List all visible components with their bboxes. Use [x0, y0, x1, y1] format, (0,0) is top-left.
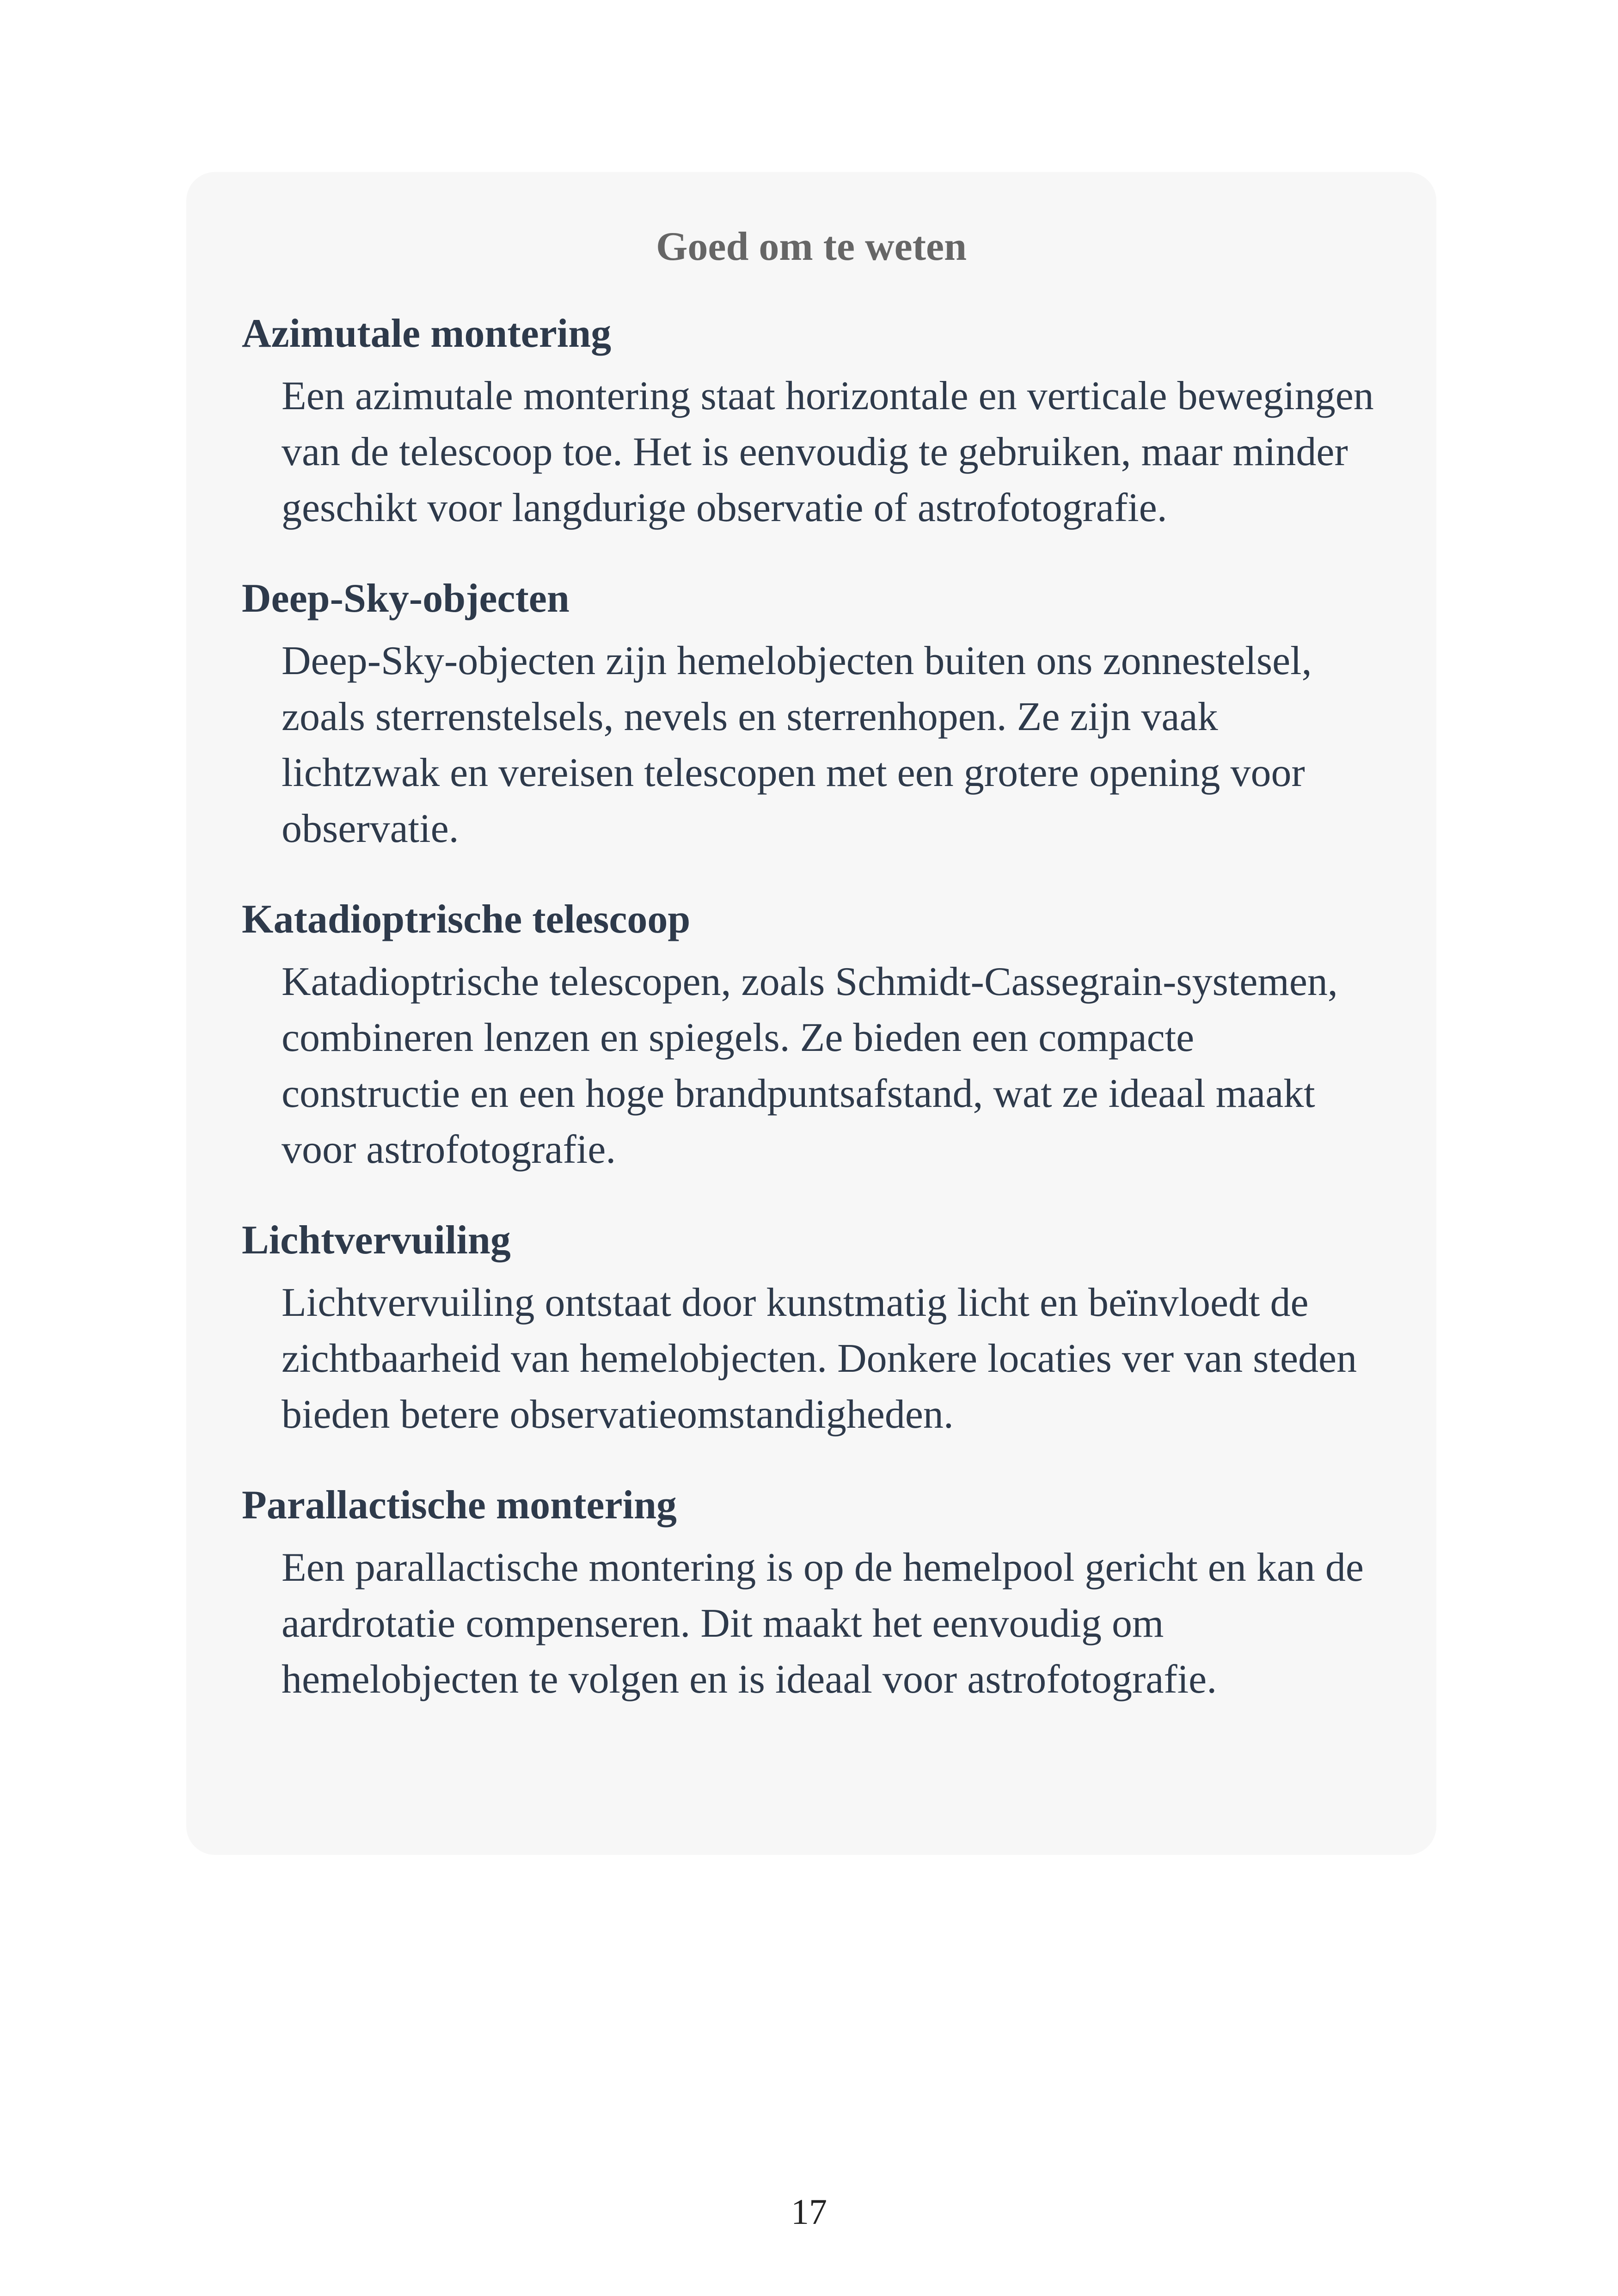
info-box-title: Goed om te weten [656, 224, 967, 269]
page-number: 17 [791, 2192, 827, 2232]
glossary-term: Katadioptrische telescoop [242, 897, 691, 942]
glossary-term: Parallactische montering [242, 1483, 677, 1528]
glossary-term: Azimutale montering [242, 311, 612, 356]
info-box-good-to-know [186, 172, 1436, 1855]
glossary-entry-azimuthal-mount [242, 313, 1381, 536]
glossary-term: Deep-Sky-objecten [242, 576, 570, 621]
glossary-entry-light-pollution [242, 1220, 1381, 1443]
glossary-definition: Een azimutale montering staat horizontale en verticale bewegingen van de telescoop toe. Het is eenvoudig te gebruiken, maar minder geschikt voor langdurige observatie of astrofotografie. [282, 374, 1374, 530]
glossary-definition: Deep-Sky-objecten zijn hemelobjecten buiten ons zonnestelsel, zoals sterrenstelsels, nevels en sterrenhopen. Ze zijn vaak lichtzwak en vereisen telescopen met een grotere opening voor observatie. [282, 638, 1312, 851]
glossary-definition: Een parallactische montering is op de hemelpool gericht en kan de aardrotatie compenseren. Dit maakt het eenvoudig om hemelobjecten te volgen en is ideaal voor astrofotografie. [282, 1545, 1364, 1702]
glossary-entry-catadioptric-telescope [242, 899, 1381, 1178]
glossary-definition: Katadioptrische telescopen, zoals Schmidt-Cassegrain-systemen, combineren lenzen en spiegels. Ze bieden een compacte constructie en een hoge brandpuntsafstand, wat ze ideaal maakt voor astrofotografie. [282, 959, 1338, 1172]
glossary-term: Lichtvervuiling [242, 1218, 511, 1263]
glossary-entry-deep-sky-objects [242, 578, 1381, 857]
glossary-definition: Lichtvervuiling ontstaat door kunstmatig licht en beïnvloedt de zichtbaarheid van hemelobjecten. Donkere locaties ver van steden bieden betere observatieomstandigheden. [282, 1280, 1357, 1437]
glossary-entry-equatorial-mount [242, 1485, 1381, 1707]
